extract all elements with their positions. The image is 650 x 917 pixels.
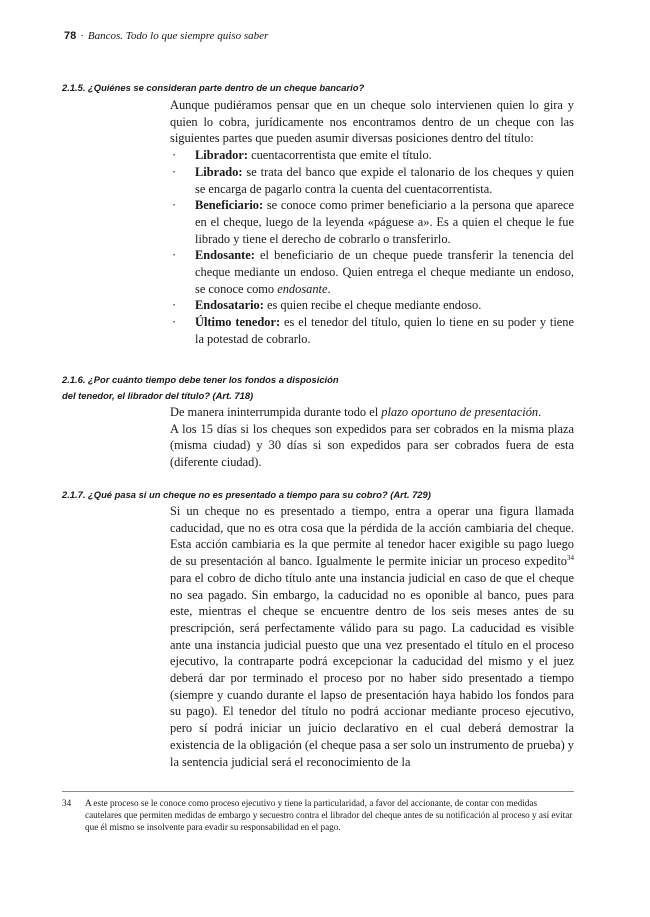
footnote-divider bbox=[62, 791, 574, 792]
bullet: · bbox=[172, 248, 177, 263]
list-term: Librado: bbox=[195, 164, 243, 179]
footnote-number: 34 bbox=[62, 798, 72, 808]
paragraph bbox=[170, 404, 574, 421]
running-header bbox=[64, 30, 268, 42]
paragraph: A los 15 días si los cheques son expedidos para ser cobrados en la misma plaza (misma ciudad) y 30 días si son expedidos para ser cobrados fuera de esta (diferente ciudad). bbox=[170, 421, 574, 470]
heading-line: del tenedor, el librador del título? (Art. 718) bbox=[62, 390, 254, 401]
list-term: Endosatario: bbox=[195, 298, 264, 313]
paragraph-emphasis: plazo oportuno de presentación bbox=[381, 405, 539, 419]
bullet: · bbox=[172, 298, 177, 313]
section-body-2-1-7 bbox=[170, 503, 574, 770]
list-tail: . bbox=[327, 281, 331, 296]
bullet: · bbox=[172, 148, 177, 163]
bullet: · bbox=[172, 198, 177, 213]
section-heading-2-1-6 bbox=[62, 372, 339, 404]
paragraph-text: Si un cheque no es presentado a tiempo, entra a operar una figura llamada caducidad, que no es otra cosa que la pérdida de la acción cambiaria del cheque. Esta acción cambiaria es la que permite al tenedor hacer exigible su pago luego de su presentación al banco. Igualmente le permite iniciar un proceso expedito bbox=[170, 504, 574, 569]
paragraph-tail: . bbox=[538, 405, 542, 419]
list-item bbox=[170, 297, 574, 314]
paragraph-text: De manera ininterrumpida durante todo el bbox=[170, 405, 382, 419]
list-term: Librador: bbox=[195, 148, 249, 163]
paragraph-text: para el cobro de dicho título ante una instancia judicial en caso de que el cheque no sea pagado. Sin embargo, la caducidad no es oponible al banco, pues para este, mientras el cheque se encuentre dentro de los seis meses antes de su prescripción, será perfectamente válido para su pago. La caducidad es visible ante una instancia judicial puesto que una vez presentado el título en el proceso ejecutivo, la contraparte podrá excepcionar la caducidad del mismo y el juez deberá dar por terminado el proceso por no haber sido presentado a tiempo (siempre y cuando durante el lapso de presentación haya habido los fondos para su pago). El tenedor del título no podrá accionar mediante proceso ejecutivo, pero sí podrá iniciar un juicio declarativo en el cual deberá demostrar la existencia de la obligación (el cheque pasa a ser solo un instrumento de prueba) y la sentencia judicial será el reconocimiento de la bbox=[170, 570, 574, 769]
list-item bbox=[170, 147, 574, 164]
paragraph bbox=[170, 503, 574, 770]
bullet: · bbox=[172, 315, 177, 330]
heading-line: 2.1.6. ¿Por cuánto tiempo debe tener los fondos a disposición bbox=[62, 374, 339, 385]
paragraph: Aunque pudiéramos pensar que en un cheque solo intervienen quien lo gira y quien lo cobra, jurídicamente nos encontramos dentro de un cheque con las siguientes partes que pueden asumir diversas posiciones dentro del título: bbox=[170, 98, 574, 146]
list-text: es el tenedor del título, quien lo tiene en su poder y tiene la potestad de cobrarlo. bbox=[195, 315, 574, 346]
list-emphasis: endosante bbox=[277, 281, 328, 296]
list-term: Beneficiario: bbox=[195, 198, 264, 213]
list-item bbox=[170, 247, 574, 297]
bullet: · bbox=[172, 164, 177, 179]
list-term: Endosante: bbox=[195, 248, 255, 263]
list-term: Último tenedor: bbox=[195, 315, 281, 330]
footnote-text: A este proceso se le conoce como proceso ejecutivo y tiene la particularidad, a favor del accionante, de contar con medidas cautelares que permiten medidas de embargo y secuestro contra el librador del cheque antes de su notificación al proceso y así evitar que él mismo se insolvente para evadir su responsabilidad en el pago. bbox=[85, 798, 573, 833]
footnote-ref[interactable]: 34 bbox=[567, 553, 574, 562]
list-item bbox=[170, 197, 574, 247]
list-text: se trata del banco que expide el talonario de los cheques y quien se encarga de pagarlo contra la cuenta del cuentacorrentista. bbox=[195, 164, 574, 196]
list-text: el beneficiario de un cheque puede transferir la tenencia del cheque mediante un endoso. Quien entrega el cheque mediante un endoso, se conoce como bbox=[195, 248, 574, 296]
header-separator: · bbox=[80, 30, 84, 42]
running-title: Bancos. Todo lo que siempre quiso saber bbox=[87, 30, 269, 42]
section-heading-2-1-7: 2.1.7. ¿Qué pasa si un cheque no es presentado a tiempo para su cobro? (Art. 729) bbox=[62, 489, 431, 500]
page-number: 78 bbox=[64, 30, 77, 42]
list-item bbox=[170, 164, 574, 197]
section-heading-2-1-5: 2.1.5. ¿Quiénes se consideran parte dentro de un cheque bancario? bbox=[62, 82, 365, 93]
section-body-2-1-6 bbox=[170, 404, 574, 471]
list-text: se conoce como primer beneficiario a la persona que aparece en el cheque, luego de la leyenda «páguese a». Es a quien el cheque le fue librado y tiene el derecho de cobrarlo o transferirlo. bbox=[195, 198, 574, 246]
footnote bbox=[62, 797, 574, 834]
list-text: cuentacorrentista que emite el título. bbox=[248, 148, 432, 163]
section-body-2-1-5 bbox=[170, 97, 574, 348]
parties-list bbox=[170, 147, 574, 347]
list-item bbox=[170, 314, 574, 347]
list-text: es quien recibe el cheque mediante endoso. bbox=[263, 298, 482, 313]
